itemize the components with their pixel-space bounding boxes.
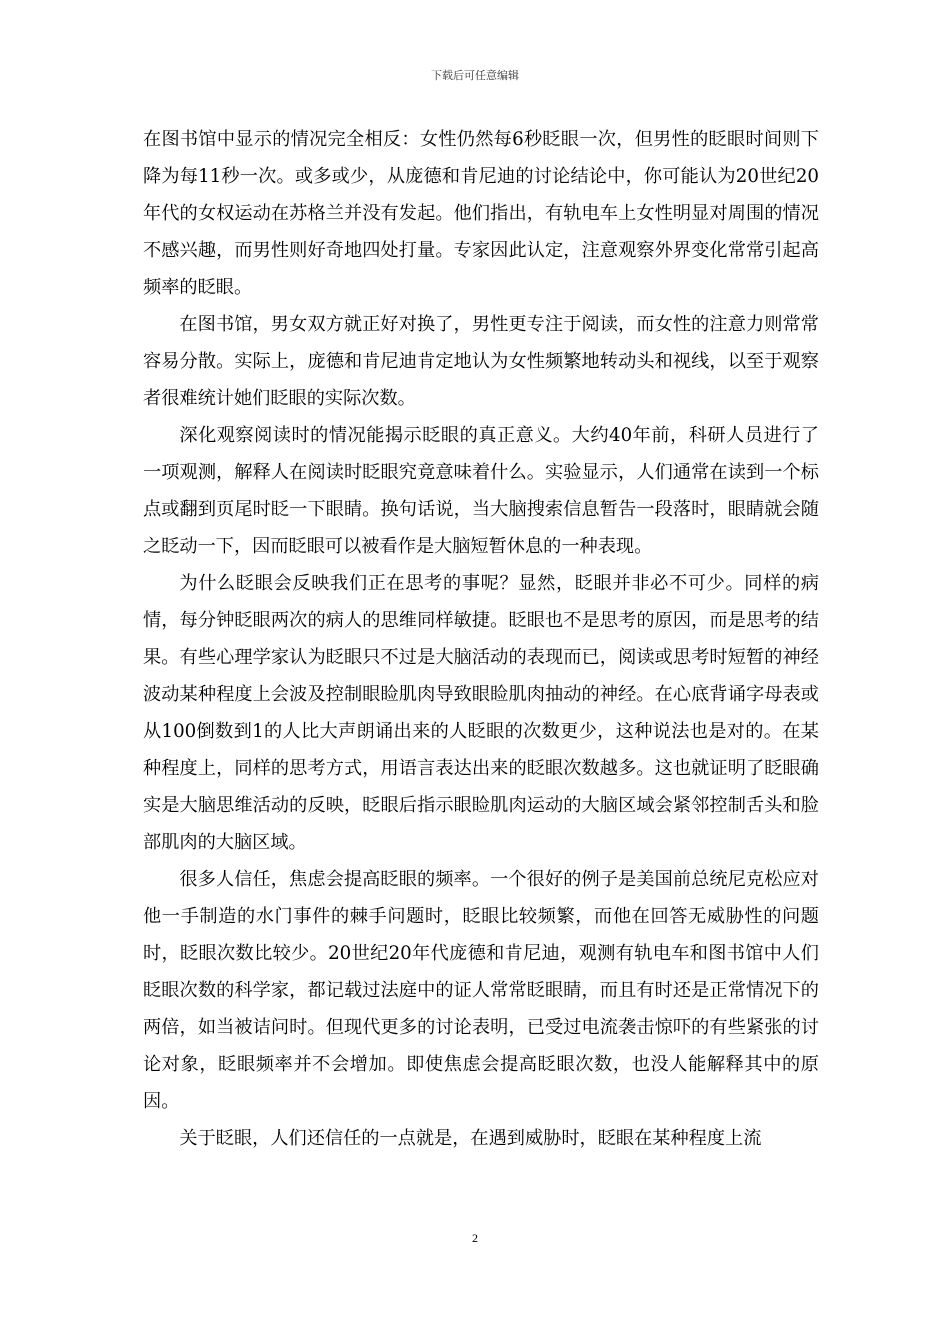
paragraph: 为什么眨眼会反映我们正在思考的事呢？显然，眨眼并非必不可少。同样的病情，每分钟眨眼两次的病人的思维同样敏捷。眨眼也不是思考的原因，而是思考的结果。有些心理学家认为眨眼只不过是大脑活动的表现而已，阅读或思考时短暂的神经波动某种程度上会波及控制眼睑肌肉导致眼睑肌肉抽动的神经。在心底背诵字母表或从100倒数到1的人比大声朗诵出来的人眨眼的次数更少，这种说法也是对的。在某种程度上，同样的思考方式，用语言表达出来的眨眼次数越多。这也就证明了眨眼确实是大脑思维活动的反映，眨眼后指示眼睑肌肉运动的大脑区域会紧邻控制舌头和脸部肌肉的大脑区域。 (143, 573, 819, 853)
document-body (143, 121, 819, 1157)
page-header: 下载后可任意编辑 (431, 69, 519, 82)
page-number: 2 (472, 1231, 478, 1245)
paragraph: 关于眨眼，人们还信任的一点就是，在遇到威胁时，眨眼在某种程度上流 (179, 1128, 762, 1149)
paragraph: 很多人信任，焦虑会提高眨眼的频率。一个很好的例子是美国前总统尼克松应对他一手制造的水门事件的棘手问题时，眨眼比较频繁，而他在回答无威胁性的问题时，眨眼次数比较少。20世纪20年代庞德和肯尼迪，观测有轨电车和图书馆中人们眨眼次数的科学家，都记载过法庭中的证人常常眨眼睛，而且有时还是正常情况下的两倍，如当被诘问时。但现代更多的讨论表明，已受过电流袭击惊吓的有些紧张的讨论对象，眨眼频率并不会增加。即使焦虑会提高眨眼次数，也没人能解释其中的原因。 (143, 869, 819, 1112)
paragraph: 深化观察阅读时的情况能揭示眨眼的真正意义。大约40年前，科研人员进行了一项观测，解释人在阅读时眨眼究竟意味着什么。实验显示，人们通常在读到一个标点或翻到页尾时眨一下眼睛。换句话说，当大脑搜索信息暂告一段落时，眼睛就会随之眨动一下，因而眨眼可以被看作是大脑短暂休息的一种表现。 (143, 425, 819, 557)
paragraph: 在图书馆，男女双方就正好对换了，男性更专注于阅读，而女性的注意力则常常容易分散。实际上，庞德和肯尼迪肯定地认为女性频繁地转动头和视线，以至于观察者很难统计她们眨眼的实际次数。 (143, 314, 819, 409)
paragraph: 在图书馆中显示的情况完全相反：女性仍然每6秒眨眼一次，但男性的眨眼时间则下降为每11秒一次。或多或少，从庞德和肯尼迪的讨论结论中，你可能认为20世纪20年代的女权运动在苏格兰并没有发起。他们指出，有轨电车上女性明显对周围的情况不感兴趣，而男性则好奇地四处打量。专家因此认定，注意观察外界变化常常引起高频率的眨眼。 (143, 129, 819, 298)
